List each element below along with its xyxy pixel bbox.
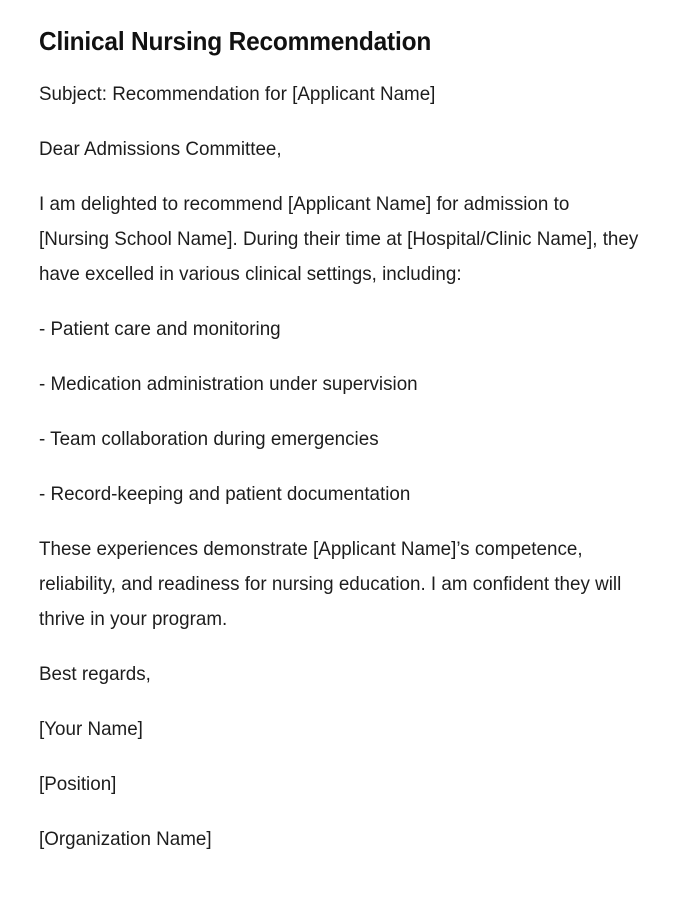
sign-off: Best regards, xyxy=(39,663,151,685)
salutation: Dear Admissions Committee, xyxy=(39,138,282,160)
recommendation-letter xyxy=(39,0,645,857)
closing-paragraph: These experiences demonstrate [Applicant Name]’s competence, reliability, and readiness for nursing education. I am confident they will thrive in your program. xyxy=(39,538,622,630)
list-item: - Medication administration under supervision xyxy=(39,373,418,395)
list-item: - Patient care and monitoring xyxy=(39,318,281,340)
list-item: - Team collaboration during emergencies xyxy=(39,428,379,450)
list-item: - Record-keeping and patient documentation xyxy=(39,483,411,505)
signature-position: [Position] xyxy=(39,773,117,795)
page-title: Clinical Nursing Recommendation xyxy=(39,26,432,56)
subject-line: Subject: Recommendation for [Applicant Name] xyxy=(39,83,436,105)
intro-paragraph: I am delighted to recommend [Applicant Name] for admission to [Nursing School Name]. During their time at [Hospital/Clinic Name], they have excelled in various clinical settings, including: xyxy=(39,193,639,285)
signature-name: [Your Name] xyxy=(39,718,143,740)
signature-organization: [Organization Name] xyxy=(39,828,212,850)
